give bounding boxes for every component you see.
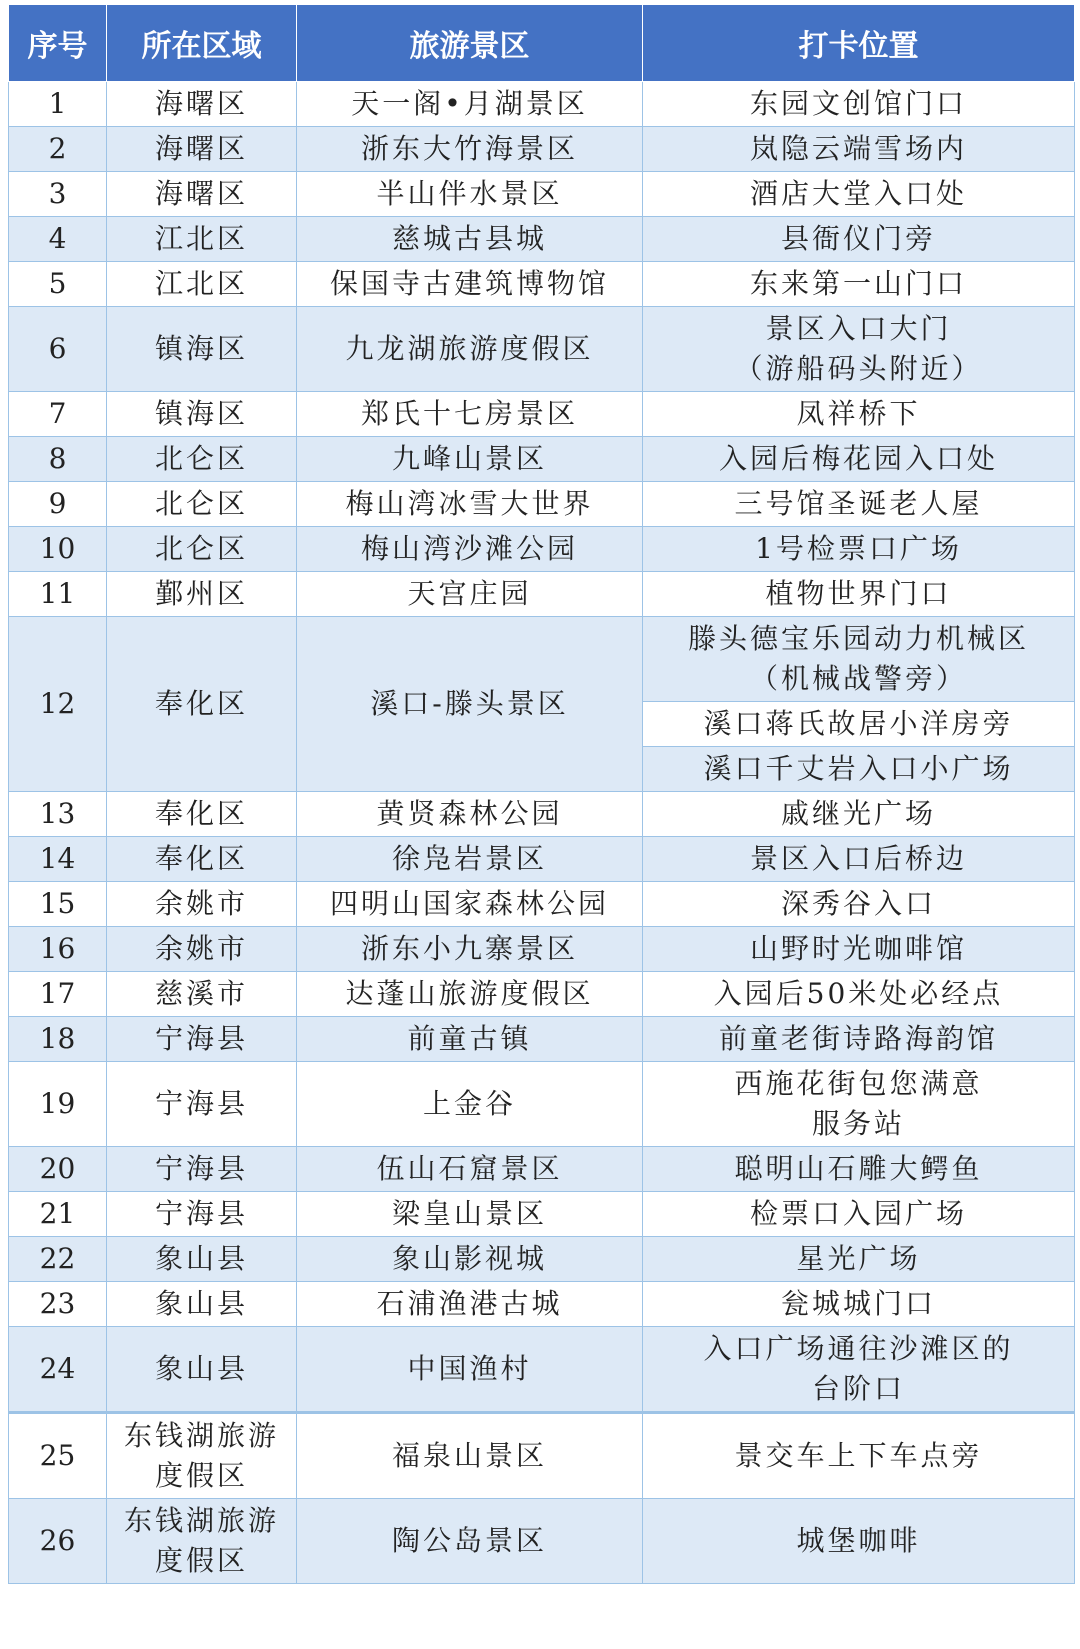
cell-index: 15 [9, 882, 107, 927]
cell-index: 6 [9, 307, 107, 392]
cell-location: 景区入口后桥边 [643, 837, 1075, 882]
cell-spot: 四明山国家森林公园 [297, 882, 643, 927]
cell-spot: 慈城古县城 [297, 217, 643, 262]
cell-index: 16 [9, 927, 107, 972]
table-row [9, 1017, 1075, 1062]
cell-spot: 梅山湾沙滩公园 [297, 527, 643, 572]
table-row [9, 927, 1075, 972]
cell-area: 奉化区 [107, 617, 297, 792]
cell-spot: 黄贤森林公园 [297, 792, 643, 837]
cell-index: 2 [9, 127, 107, 172]
table-row [9, 127, 1075, 172]
area-line: 度假区 [154, 1544, 248, 1577]
table-row [9, 1413, 1075, 1499]
cell-area: 奉化区 [107, 792, 297, 837]
cell-area: 宁海县 [107, 1147, 297, 1192]
cell-spot: 九龙湖旅游度假区 [297, 307, 643, 392]
cell-location: 溪口蒋氏故居小洋房旁 [643, 702, 1075, 747]
cell-location: 景交车上下车点旁 [643, 1413, 1075, 1499]
cell-index: 26 [9, 1499, 107, 1584]
cell-index: 22 [9, 1237, 107, 1282]
cell-location: 植物世界门口 [643, 572, 1075, 617]
cell-area: 海曙区 [107, 127, 297, 172]
cell-index: 9 [9, 482, 107, 527]
cell-index: 14 [9, 837, 107, 882]
cell-location: 三号馆圣诞老人屋 [643, 482, 1075, 527]
table-row [9, 792, 1075, 837]
cell-area: 宁海县 [107, 1017, 297, 1062]
cell-spot: 前童古镇 [297, 1017, 643, 1062]
table-row [9, 172, 1075, 217]
cell-index: 8 [9, 437, 107, 482]
cell-spot: 象山影视城 [297, 1237, 643, 1282]
cell-location: 入园后梅花园入口处 [643, 437, 1075, 482]
cell-spot: 溪口-滕头景区 [297, 617, 643, 792]
cell-spot: 九峰山景区 [297, 437, 643, 482]
table-row [9, 837, 1075, 882]
table-row [9, 1237, 1075, 1282]
cell-area: 鄞州区 [107, 572, 297, 617]
cell-location: 入园后50米处必经点 [643, 972, 1075, 1017]
table-row [9, 1192, 1075, 1237]
cell-location: 城堡咖啡 [643, 1499, 1075, 1584]
cell-index: 17 [9, 972, 107, 1017]
cell-index: 19 [9, 1062, 107, 1147]
cell-spot: 浙东大竹海景区 [297, 127, 643, 172]
area-line: 东钱湖旅游 [123, 1504, 279, 1537]
cell-area: 余姚市 [107, 927, 297, 972]
location-line: 服务站 [811, 1107, 905, 1140]
cell-area: 余姚市 [107, 882, 297, 927]
cell-area: 镇海区 [107, 307, 297, 392]
cell-area: 象山县 [107, 1282, 297, 1327]
cell-location [643, 617, 1075, 702]
cell-spot: 徐凫岩景区 [297, 837, 643, 882]
cell-area: 象山县 [107, 1237, 297, 1282]
cell-index: 5 [9, 262, 107, 307]
cell-area: 江北区 [107, 217, 297, 262]
cell-area: 宁海县 [107, 1192, 297, 1237]
cell-location: 深秀谷入口 [643, 882, 1075, 927]
cell-spot: 中国渔村 [297, 1327, 643, 1413]
cell-index: 24 [9, 1327, 107, 1413]
location-line: （机械战警旁） [749, 662, 967, 695]
cell-area: 海曙区 [107, 172, 297, 217]
header-row [9, 5, 1075, 82]
cell-location: 聪明山石雕大鳄鱼 [643, 1147, 1075, 1192]
cell-index: 21 [9, 1192, 107, 1237]
location-line: 入口广场通往沙滩区的 [703, 1332, 1014, 1365]
cell-spot: 陶公岛景区 [297, 1499, 643, 1584]
cell-spot: 福泉山景区 [297, 1413, 643, 1499]
table-row [9, 527, 1075, 572]
header-checkin-location: 打卡位置 [643, 5, 1075, 82]
table-row [9, 882, 1075, 927]
location-line: 台阶口 [811, 1372, 905, 1405]
table-row [9, 217, 1075, 262]
cell-location: 星光广场 [643, 1237, 1075, 1282]
cell-area: 北仑区 [107, 437, 297, 482]
cell-area [107, 1499, 297, 1584]
cell-area: 宁海县 [107, 1062, 297, 1147]
cell-area: 慈溪市 [107, 972, 297, 1017]
cell-spot: 郑氏十七房景区 [297, 392, 643, 437]
table-row [9, 392, 1075, 437]
table-row [9, 972, 1075, 1017]
cell-index: 13 [9, 792, 107, 837]
cell-spot: 保国寺古建筑博物馆 [297, 262, 643, 307]
cell-location [643, 1327, 1075, 1413]
cell-index: 23 [9, 1282, 107, 1327]
table-row [9, 1282, 1075, 1327]
location-line: 西施花街包您满意 [734, 1067, 983, 1100]
cell-location: 瓮城城门口 [643, 1282, 1075, 1327]
cell-index: 3 [9, 172, 107, 217]
cell-location: 酒店大堂入口处 [643, 172, 1075, 217]
location-line: 景区入口大门 [765, 312, 952, 345]
cell-index: 4 [9, 217, 107, 262]
cell-spot: 天一阁•月湖景区 [297, 82, 643, 127]
cell-area: 北仑区 [107, 482, 297, 527]
cell-location: 前童老街诗路海韵馆 [643, 1017, 1075, 1062]
area-line: 东钱湖旅游 [123, 1419, 279, 1452]
location-line: 滕头德宝乐园动力机械区 [687, 622, 1029, 655]
cell-spot: 上金谷 [297, 1062, 643, 1147]
table-row [9, 82, 1075, 127]
cell-index: 18 [9, 1017, 107, 1062]
table-row [9, 307, 1075, 392]
cell-location: 山野时光咖啡馆 [643, 927, 1075, 972]
location-line: （游船码头附近） [734, 352, 983, 385]
header-scenic-spot: 旅游景区 [297, 5, 643, 82]
cell-index: 12 [9, 617, 107, 792]
cell-area: 奉化区 [107, 837, 297, 882]
cell-spot: 天宫庄园 [297, 572, 643, 617]
header-area: 所在区域 [107, 5, 297, 82]
cell-spot: 石浦渔港古城 [297, 1282, 643, 1327]
cell-index: 20 [9, 1147, 107, 1192]
cell-area: 海曙区 [107, 82, 297, 127]
cell-location: 检票口入园广场 [643, 1192, 1075, 1237]
scenic-checkin-table [8, 4, 1075, 1584]
cell-area [107, 1413, 297, 1499]
cell-location: 戚继光广场 [643, 792, 1075, 837]
cell-area: 江北区 [107, 262, 297, 307]
cell-location: 东园文创馆门口 [643, 82, 1075, 127]
cell-index: 25 [9, 1413, 107, 1499]
cell-area: 镇海区 [107, 392, 297, 437]
cell-location: 岚隐云端雪场内 [643, 127, 1075, 172]
cell-spot: 半山伴水景区 [297, 172, 643, 217]
cell-index: 1 [9, 82, 107, 127]
table-row [9, 617, 1075, 702]
table-row [9, 1327, 1075, 1413]
cell-spot: 达蓬山旅游度假区 [297, 972, 643, 1017]
cell-location [643, 307, 1075, 392]
table-row [9, 1499, 1075, 1584]
cell-spot: 伍山石窟景区 [297, 1147, 643, 1192]
table-row [9, 437, 1075, 482]
cell-location: 县衙仪门旁 [643, 217, 1075, 262]
cell-spot: 浙东小九寨景区 [297, 927, 643, 972]
cell-location: 东来第一山门口 [643, 262, 1075, 307]
cell-index: 10 [9, 527, 107, 572]
cell-index: 7 [9, 392, 107, 437]
cell-area: 象山县 [107, 1327, 297, 1413]
cell-location: 溪口千丈岩入口小广场 [643, 747, 1075, 792]
header-index: 序号 [9, 5, 107, 82]
cell-index: 11 [9, 572, 107, 617]
cell-spot: 梁皇山景区 [297, 1192, 643, 1237]
cell-area: 北仑区 [107, 527, 297, 572]
table-row [9, 482, 1075, 527]
table-row [9, 1147, 1075, 1192]
cell-location: 凤祥桥下 [643, 392, 1075, 437]
table-row [9, 262, 1075, 307]
cell-location [643, 1062, 1075, 1147]
area-line: 度假区 [154, 1459, 248, 1492]
cell-spot: 梅山湾冰雪大世界 [297, 482, 643, 527]
table-row [9, 1062, 1075, 1147]
cell-location: 1号检票口广场 [643, 527, 1075, 572]
table-row [9, 572, 1075, 617]
